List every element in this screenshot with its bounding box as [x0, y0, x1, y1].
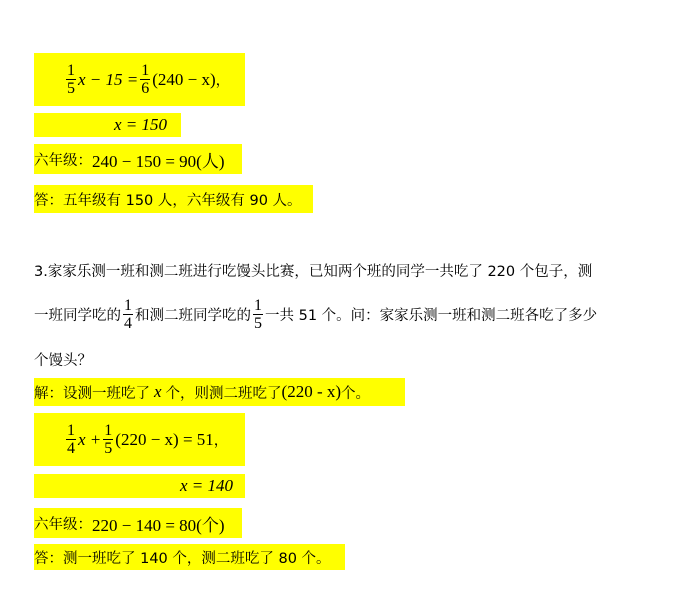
fraction-one-quarter [123, 297, 133, 332]
fraction-numerator: 1 [124, 296, 132, 314]
setup-expression: (220 - x) [281, 382, 342, 401]
fraction-denominator: 6 [141, 80, 150, 97]
grade6-label: 六年级： [34, 516, 92, 533]
setup-post: 个。 [341, 385, 371, 402]
equation-right-side: (240 − x) [152, 69, 216, 89]
answer-1-text: 答：五年级有 150 人，六年级有 90 人。 [34, 192, 302, 209]
equation-3-highlight [34, 413, 245, 466]
grade6-highlight-2 [34, 508, 242, 538]
solution-x-value: x = 140 [180, 476, 234, 495]
solution-x-value: x = 150 [114, 115, 168, 134]
fraction-one-fifth [253, 297, 263, 332]
setup-variable: x [154, 382, 162, 401]
problem-line2-post: 一共 51 个。问：家家乐测一班和测二班各吃了多少 [265, 307, 598, 324]
equation-4-highlight [34, 474, 245, 498]
grade6-label: 六年级： [34, 152, 92, 169]
problem-line2-pre: 一班同学吃的 [34, 307, 121, 324]
problem-3-line-1: 3.家家乐测一班和测二班进行吃馒头比赛，已知两个班的同学一共吃了 220 个包子，测 [34, 264, 593, 280]
fraction-one-fifth [103, 422, 113, 457]
fraction-numerator: 1 [141, 62, 150, 79]
fraction-denominator: 5 [254, 314, 262, 332]
problem-3-line-3: 个馒头？ [34, 353, 92, 369]
fraction-numerator: 1 [67, 62, 75, 79]
fraction-denominator: 4 [67, 440, 75, 457]
setup-mid: 个，则测二班吃了 [165, 385, 282, 402]
fraction-numerator: 1 [104, 422, 113, 439]
fraction-denominator: 5 [104, 440, 113, 457]
setup-highlight [34, 378, 405, 406]
fraction-numerator: 1 [254, 296, 262, 314]
fraction-numerator: 1 [67, 422, 75, 439]
fraction-one-quarter [66, 422, 76, 457]
equation-right-side: (220 − x) = 51 [115, 429, 214, 449]
setup-pre: 解：设测一班吃了 [34, 385, 150, 402]
grade6-expression: 220 − 140 = 80(个) [92, 515, 225, 535]
equation-2-highlight [34, 113, 181, 137]
equation-trailing-comma: ， [213, 433, 229, 449]
equation-left-side: x − 15 = [78, 69, 139, 89]
fraction-one-fifth [66, 62, 76, 97]
fraction-denominator: 5 [67, 80, 75, 97]
answer-2-text: 答：测一班吃了 140 个，测二班吃了 80 个。 [34, 550, 331, 567]
problem-line2-mid: 和测二班同学吃的 [135, 307, 251, 324]
equation-trailing-comma: ， [215, 73, 231, 89]
equation-1-highlight [34, 53, 245, 106]
fraction-denominator: 4 [124, 314, 132, 332]
equation-left-side: x + [78, 429, 102, 449]
answer-1-highlight [34, 185, 313, 213]
answer-2-highlight [34, 544, 345, 570]
grade6-expression: 240 − 150 = 90(人) [92, 151, 225, 171]
grade6-highlight [34, 144, 242, 174]
fraction-one-sixth [140, 62, 150, 97]
problem-3-line-2 [34, 294, 597, 334]
